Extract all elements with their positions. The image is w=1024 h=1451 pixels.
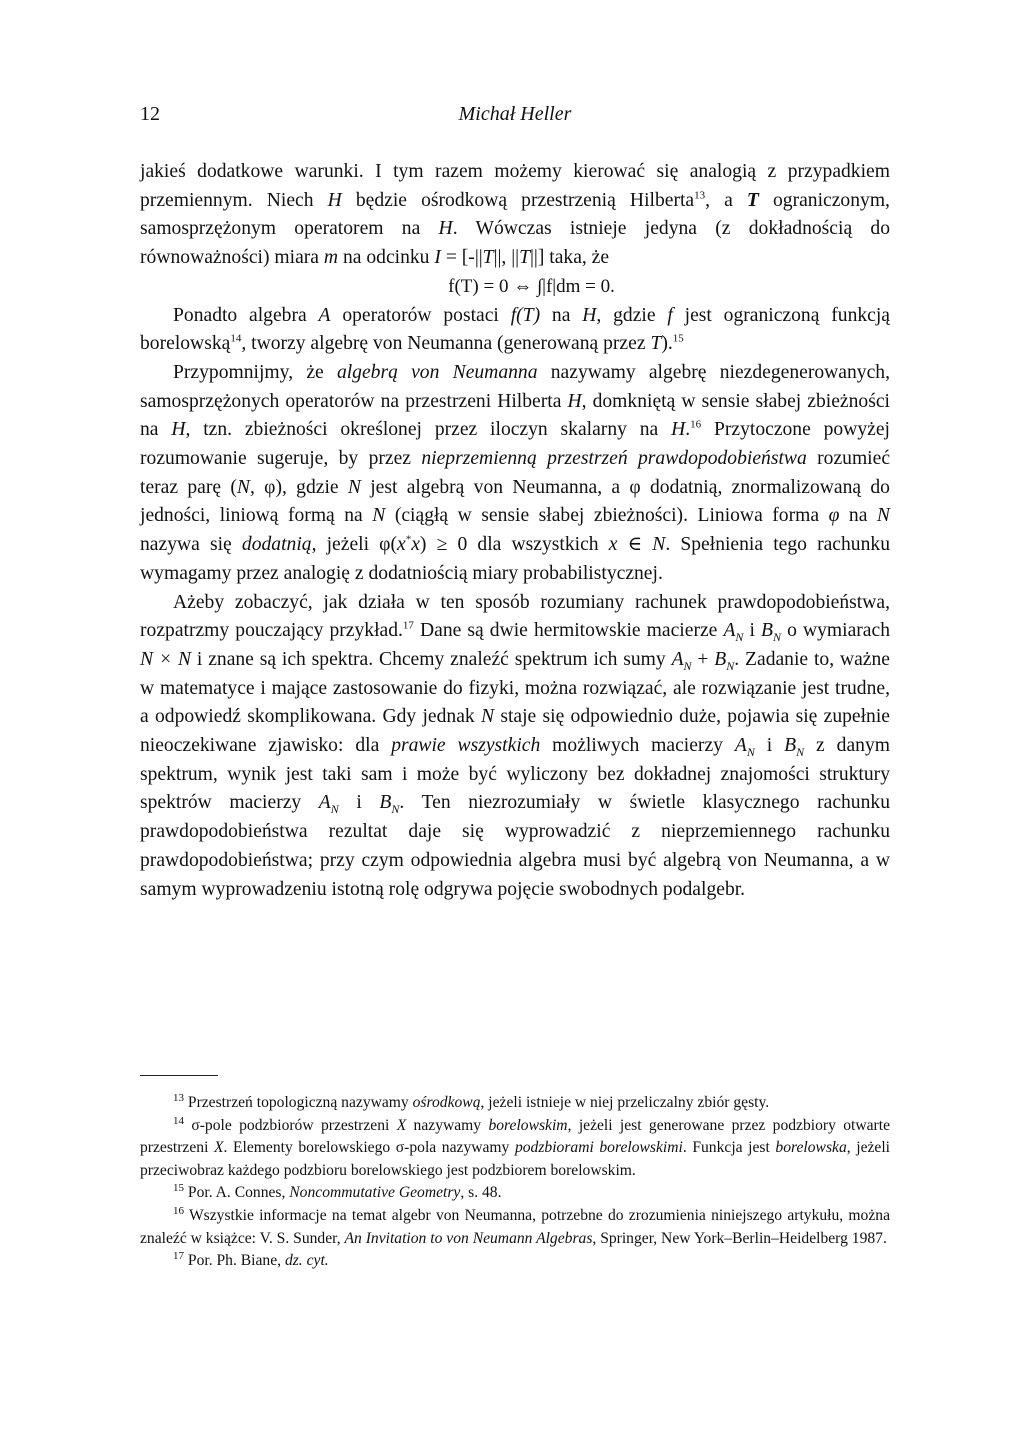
running-title-author: Michał Heller: [458, 103, 572, 125]
footnote-17: $^{17}$ Por. Ph. Biane, dz. cyt.: [173, 1249, 329, 1270]
footnote-15: $^{15}$ Por. A. Connes, Noncommutative Geometry, s. 48.: [173, 1182, 502, 1202]
paragraph-2: Ponadto algebra A operatorów postaci f(T) na H, gdzie f jest ograniczoną funkcją borelowską$^{14}$, tworzy algebrę von Neumanna (generowaną przez T).$^{15}$: [140, 304, 890, 355]
footnote-13: $^{13}$ Przestrzeń topologiczną nazywamy ośrodkową, jeżeli istnieje w niej przeliczalny zbiór gęsty.: [173, 1091, 770, 1111]
footnote-ref-16[interactable]: 16: [690, 418, 702, 431]
paragraph-3: Przypomnijmy, że algebrą von Neumanna nazywamy algebrę niezdegenerowanych, samosprzężonych operatorów na przestrzeni Hilberta H, domkniętą w sensie słabej zbieżności na H, tzn. zbieżności określonej przez iloczyn skalarny na H.$^{16}$ Przytoczone powyżej rozumowanie sugeruje, by przez nieprzemienną przestrzeń prawdopodobieństwa rozumieć teraz parę (N, φ), gdzie N jest algebrą von Neumanna, a φ dodatnią, znormalizowaną do jedności, liniową formą na N (ciągłą w sensie słabej zbieżności). Liniowa forma φ na N nazywa się dodatnią, jeżeli φ(x*x) ≥ 0 dla wszystkich x ∈ N. Spełnienia tego rachunku wymagamy przez analogię z dodatniością miary probabilistycznej.: [140, 361, 891, 584]
footnotes: [140, 1092, 890, 1273]
footnote-ref-17[interactable]: 17: [402, 619, 414, 632]
footnote-ref-13[interactable]: 13: [694, 189, 706, 202]
page-number: 12: [140, 103, 160, 125]
footnote-ref-15[interactable]: 15: [672, 332, 684, 345]
formula: f(T) = 0 ⇔ ∫|f|dm = 0.: [448, 275, 615, 297]
footnote-14: $^{14}$ σ-pole podzbiorów przestrzeni X nazywamy borelowskim, jeżeli jest generowane przez podzbiory otwarte przestrzeni X. Elementy borelowskiego σ-pola nazywamy podzbiorami borelowskimi. Funkcja jest borelowska, jeżeli przeciwobraz każdego podzbioru borelowskiego jest podzbiorem borelowskim.: [140, 1114, 891, 1179]
footnote-separator: [140, 1075, 218, 1076]
paragraph-1: jakieś dodatkowe warunki. I tym razem możemy kierować się analogią z przypadkiem przemiennym. Niech H będzie ośrodkową przestrzenią Hilberta$^{13}$, a T ograniczonym, samosprzężonym operatorem na H. Wówczas istnieje jedyna (z dokładnością do równoważności) miara m na odcinku I = [-||T||, ||T||] taka, że: [140, 161, 890, 269]
paragraph-4: Ażeby zobaczyć, jak działa w ten sposób rozumiany rachunek prawdopodobieństwa, rozpatrzmy pouczający przykład.$^{17}$ Dane są dwie hermitowskie macierze $A_N$ i $B_N$ o wymiarach N × N i znane są ich spektra. Chcemy znaleźć spektrum ich sumy $A_N + B_N$. Zadanie to, ważne w matematyce i mające zastosowanie do fizyki, można rozwiązać, ale rozwiązanie jest trudne, a odpowiedź skomplikowana. Gdy jednak N staje się odpowiednio duże, pojawia się zupełnie nieoczekiwane zjawisko: dla prawie wszystkich możliwych macierzy $A_N$ i $B_N$ z danym spektrum, wynik jest taki sam i może być wyliczony bez dokładnej znajomości struktury spektrów macierzy $A_N$ i $B_N$. Ten niezrozumiały w świetle klasycznego rachunku prawdopodobieństwa rezultat daje się wyprowadzić z nieprzemiennego rachunku prawdopodobieństwa; przy czym odpowiednia algebra musi być algebrą von Neumanna, a w samym wyprowadzeniu istotną rolę odgrywa pojęcie swobodnych podalgebr.: [140, 591, 890, 900]
footnote-ref-14[interactable]: 14: [230, 332, 242, 345]
running-header: [140, 103, 890, 133]
main-text: [140, 158, 890, 904]
footnote-16: $^{16}$ Wszystkie informacje na temat algebr von Neumanna, potrzebne do zrozumienia niniejszego artykułu, można znaleźć w książce: V. S. Sunder, An Invitation to von Neumann Algebras, Springer, New York–Berlin–Heidelberg 1987.: [140, 1204, 890, 1247]
